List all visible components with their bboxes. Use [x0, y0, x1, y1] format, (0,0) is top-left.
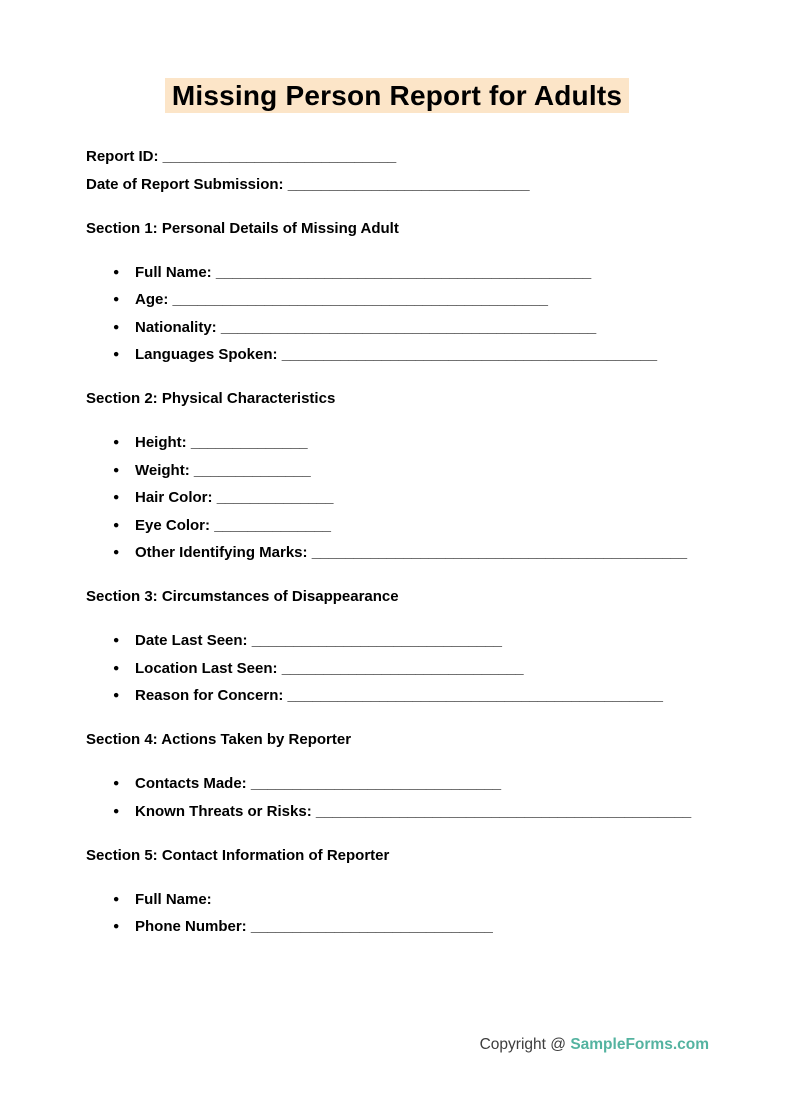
item-label: Age: — [135, 291, 169, 308]
item-blank: ______________ — [214, 516, 331, 534]
item-blank: _____________________________________________ — [215, 263, 592, 281]
item-label: Reason for Concern: — [135, 687, 284, 704]
list-item — [86, 627, 708, 655]
item-label: Hair Color: — [135, 489, 213, 506]
document-body — [0, 113, 794, 941]
list-item — [86, 539, 708, 567]
item-blank: ______________ — [216, 489, 334, 506]
item-blank: ______________ — [193, 461, 311, 479]
list-item — [86, 429, 708, 457]
section-heading: Section 1: Personal Details of Missing Adult — [86, 219, 399, 237]
list-item — [86, 341, 708, 369]
title-row — [0, 78, 794, 113]
item-label: Contacts Made: — [135, 775, 247, 792]
item-label: Full Name: — [135, 890, 212, 908]
list-item — [86, 314, 708, 342]
section-2-list — [86, 429, 708, 567]
item-label: Phone Number: — [135, 918, 247, 935]
brand-link[interactable]: SampleForms.com — [570, 1036, 709, 1053]
list-item — [86, 259, 708, 287]
item-label: Languages Spoken: — [135, 346, 278, 363]
item-blank: _____________________________ — [250, 918, 493, 935]
submission-date-line — [86, 171, 708, 199]
item-label: Location Last Seen: — [135, 659, 278, 677]
list-item — [86, 286, 708, 314]
item-label: Weight: — [135, 461, 190, 479]
item-label: Known Threats or Risks: — [135, 802, 312, 820]
item-label: Other Identifying Marks: — [135, 544, 308, 561]
page-title: Missing Person Report for Adults — [165, 78, 629, 113]
item-label: Height: — [135, 434, 187, 451]
section-heading: Section 3: Circumstances of Disappearance — [86, 588, 399, 605]
item-blank: _____________________________________________ — [287, 687, 663, 704]
item-blank: _____________________________________________ — [172, 291, 548, 308]
item-blank: _____________________________________________ — [220, 318, 597, 336]
item-blank: _____________________________ — [281, 659, 524, 677]
item-blank: _____________________________________________ — [281, 346, 658, 363]
item-label: Full Name: — [135, 263, 212, 281]
list-item — [86, 655, 708, 683]
list-item — [86, 457, 708, 485]
section-1-list — [86, 259, 708, 369]
item-blank: _____________________________________________ — [311, 544, 688, 561]
item-label: Date Last Seen: — [135, 632, 248, 649]
item-blank: ______________________________ — [251, 632, 502, 649]
section-heading: Section 4: Actions Taken by Reporter — [86, 731, 352, 748]
item-blank: _____________________________________________ — [315, 802, 692, 820]
section-3-list — [86, 627, 708, 710]
list-item — [86, 682, 708, 710]
item-label: Nationality: — [135, 318, 217, 336]
list-item — [86, 798, 708, 826]
section-5-list — [86, 886, 708, 941]
item-blank: ______________ — [190, 434, 308, 451]
list-item — [86, 484, 708, 512]
list-item — [86, 913, 708, 941]
list-item — [86, 886, 708, 914]
footer — [480, 1034, 709, 1056]
report-id-blank: ____________________________ — [162, 148, 397, 165]
list-item — [86, 512, 708, 540]
report-id-label: Report ID: — [86, 148, 159, 165]
section-heading: Section 5: Contact Information of Reporter — [86, 846, 390, 864]
submission-date-label: Date of Report Submission: — [86, 175, 284, 193]
section-heading: Section 2: Physical Characteristics — [86, 390, 336, 407]
section-4-list — [86, 770, 708, 825]
report-id-line — [86, 143, 708, 171]
list-item — [86, 770, 708, 798]
copyright-text: Copyright @ — [479, 1036, 566, 1053]
item-blank: ______________________________ — [250, 775, 502, 792]
submission-date-blank: _____________________________ — [287, 175, 530, 193]
item-label: Eye Color: — [135, 516, 211, 534]
